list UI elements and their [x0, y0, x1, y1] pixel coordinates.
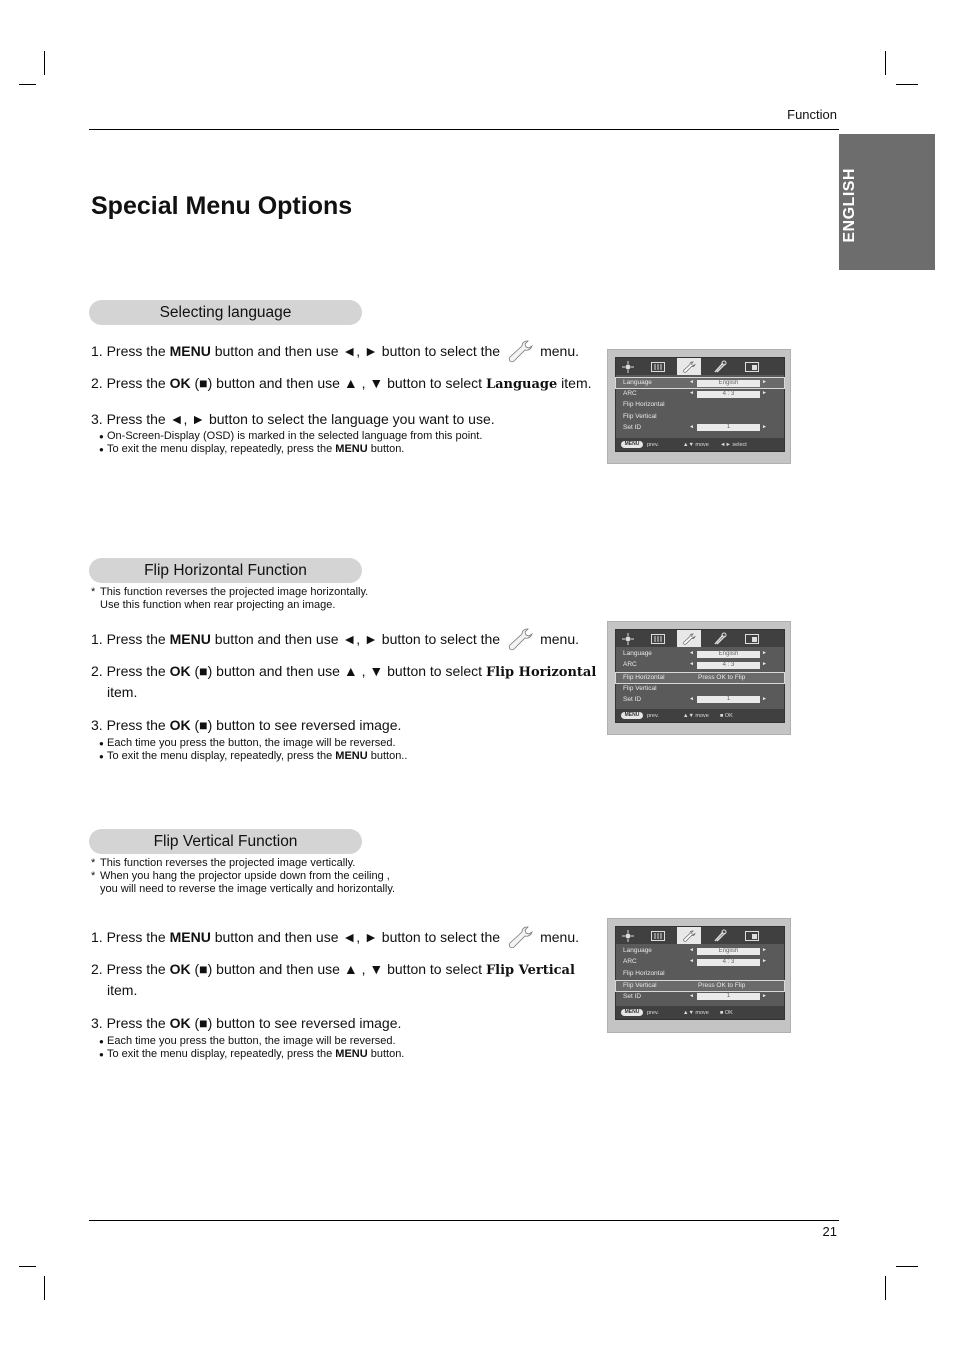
bullet-note: ● Each time you press the button, the image will be reversed. — [107, 1035, 396, 1047]
osd-screenshot — [607, 349, 791, 464]
asterisk-note: * This function reverses the projected image vertically. — [91, 857, 356, 869]
osd-menu-button: MENU — [621, 1009, 643, 1016]
wrench-icon — [682, 632, 696, 646]
osd-icon-bar — [616, 927, 784, 944]
special-tools-icon — [713, 360, 727, 374]
step-3: 3. Press the OK (■) button to see reversed image. — [91, 1015, 402, 1031]
osd-row-arc: ARC ◄ 4 : 3 ► — [623, 958, 767, 966]
footer-rule — [89, 1220, 839, 1221]
section-label: Function — [787, 107, 837, 122]
osd-row-flip-horizontal: Flip Horizontal Press OK to Flip — [615, 672, 785, 684]
osd-row-set-id: Set ID ◄ 1 ► — [623, 992, 767, 1000]
picture-icon — [651, 362, 665, 372]
step-1: 1. Press the MENU button and then use ◄, ► button to select the menu. — [91, 627, 579, 651]
special-tools-icon — [713, 929, 727, 943]
step-3: 3. Press the ◄, ► button to select the language you want to use. — [91, 411, 495, 427]
bullet-note: ● To exit the menu display, repeatedly, press the MENU button. — [107, 1048, 404, 1060]
step-3: 3. Press the OK (■) button to see reversed image. — [91, 717, 402, 733]
header-rule — [89, 129, 839, 130]
crop-mark — [885, 51, 886, 75]
asterisk-note: * When you hang the projector upside down from the ceiling , you will need to reverse the image vertically and horizontally. — [91, 870, 396, 895]
crop-mark — [44, 51, 45, 75]
section-heading-selecting-language: Selecting language — [89, 300, 362, 325]
osd-row-flip-vertical: Flip Vertical — [623, 684, 657, 692]
step-2: 2. Press the OK (■) button and then use ▲ , ▼ button to select Flip Horizontal item. — [91, 663, 597, 700]
osd-row-flip-horizontal: Flip Horizontal — [623, 969, 665, 977]
asterisk-note: * This function reverses the projected image horizontally. Use this function when rear projecting an image. — [91, 586, 369, 611]
special-tools-icon — [713, 632, 727, 646]
step-1: 1. Press the MENU button and then use ◄, ► button to select the menu. — [91, 339, 579, 363]
wrench-icon — [682, 360, 696, 374]
picture-icon — [651, 634, 665, 644]
osd-footer: MENU prev. ▲▼ move ◄► select — [616, 438, 784, 451]
crop-mark — [19, 1266, 36, 1267]
osd-footer: MENU prev. ▲▼ move ■ OK — [616, 1006, 784, 1019]
osd-row-flip-horizontal: Flip Horizontal — [623, 401, 665, 409]
wrench-icon — [506, 627, 534, 651]
crop-mark — [896, 1266, 918, 1267]
osd-row-flip-vertical: Flip Vertical Press OK to Flip — [615, 980, 785, 992]
step-2: 2. Press the OK (■) button and then use ▲ , ▼ button to select Language item. — [91, 375, 592, 392]
osd-icon-bar — [616, 630, 784, 647]
osd-row-arc: ARC ◄ 4 : 3 ► — [623, 390, 767, 397]
bullet-note: ● On-Screen-Display (OSD) is marked in the selected language from this point. — [107, 430, 482, 442]
osd-menu — [615, 629, 785, 723]
osd-menu — [615, 926, 785, 1020]
crop-mark — [896, 84, 918, 85]
bullet-note: ● To exit the menu display, repeatedly, press the MENU button.. — [107, 750, 407, 762]
osd-screenshot — [607, 918, 791, 1033]
osd-footer: MENU prev. ▲▼ move ■ OK — [616, 709, 784, 722]
crop-mark — [44, 1276, 45, 1300]
page-title: Special Menu Options — [91, 192, 353, 220]
brightness-icon — [622, 633, 634, 645]
screen-icon — [745, 362, 759, 372]
picture-icon — [651, 931, 665, 941]
osd-row-language: Language ◄ English ► — [623, 650, 767, 657]
osd-screenshot — [607, 621, 791, 735]
screen-icon — [745, 634, 759, 644]
osd-icon-bar — [616, 358, 784, 375]
osd-row-language: Language ◄ English ► — [615, 377, 785, 389]
wrench-icon — [506, 339, 534, 363]
section-heading-flip-horizontal: Flip Horizontal Function — [89, 558, 362, 583]
step-2: 2. Press the OK (■) button and then use ▲ , ▼ button to select Flip Vertical item. — [91, 961, 575, 998]
brightness-icon — [622, 930, 634, 942]
section-heading-flip-vertical: Flip Vertical Function — [89, 829, 362, 854]
language-tab-label: ENGLISH — [841, 168, 858, 243]
osd-row-arc: ARC ◄ 4 : 3 ► — [623, 661, 767, 669]
osd-row-flip-vertical: Flip Vertical — [623, 412, 657, 420]
brightness-icon — [622, 361, 634, 373]
crop-mark — [885, 1276, 886, 1300]
osd-row-set-id: Set ID ◄ 1 ► — [623, 695, 767, 703]
osd-row-language: Language ◄ English ► — [623, 947, 767, 954]
language-tab — [839, 134, 935, 270]
wrench-icon — [682, 929, 696, 943]
page-number: 21 — [822, 1224, 837, 1239]
osd-row-set-id: Set ID ◄ 1 ► — [623, 423, 767, 431]
bullet-note: ● To exit the menu display, repeatedly, press the MENU button. — [107, 443, 404, 455]
crop-mark — [19, 84, 36, 85]
osd-menu-button: MENU — [621, 441, 643, 448]
bullet-note: ● Each time you press the button, the image will be reversed. — [107, 737, 396, 749]
wrench-icon — [506, 925, 534, 949]
osd-menu — [615, 357, 785, 452]
step-1: 1. Press the MENU button and then use ◄, ► button to select the menu. — [91, 925, 579, 949]
screen-icon — [745, 931, 759, 941]
osd-menu-button: MENU — [621, 712, 643, 719]
